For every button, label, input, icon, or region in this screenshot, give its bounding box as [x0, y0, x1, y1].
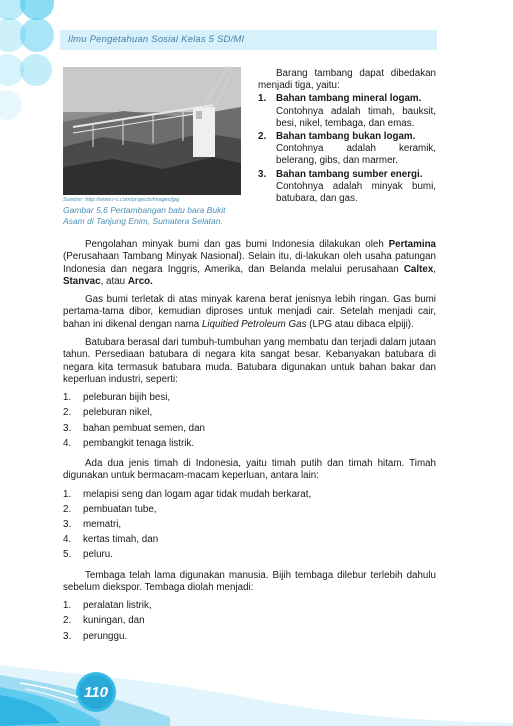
header-title: Ilmu Pengetahuan Sosial Kelas 5 SD/MI	[68, 34, 245, 45]
list-item: 3. perunggu.	[63, 630, 128, 642]
type-title: Bahan tambang sumber energi.	[276, 168, 423, 180]
paragraph-tin: Ada dua jenis timah di Indonesia, yaitu timah putih dan timah hitam. Timah digunakan untuk bermacam-macam keperluan, antara lain:	[63, 458, 436, 482]
lpg-term: Liquitied Petroleum Gas	[201, 318, 307, 330]
company-arco: Arco.	[127, 275, 153, 287]
page-header	[60, 30, 437, 50]
list-item: 3. mematri,	[63, 518, 122, 530]
list-item: 1. peleburan bijih besi,	[63, 392, 171, 404]
list-item: 1. peralatan listrik,	[63, 600, 152, 612]
paragraph-gas: Gas bumi terletak di atas minyak karena berat jenisnya lebih ringan. Gas bumi pertama-tama dibor, kemudian diproses untuk menjadi cair. Setelah menjadi cair, bahan ini dikenal dengan nama Liquitied Petroleum Gas (LPG atau dibaca elpiji).	[63, 294, 436, 330]
list-item: 2. kuningan, dan	[63, 615, 145, 627]
type-number: 3.	[258, 168, 267, 180]
list-item: 4. pembangkit tenaga listrik.	[63, 437, 195, 449]
mining-type-item	[258, 131, 436, 168]
list-item: 1. melapisi seng dan logam agar tidak mudah berkarat,	[63, 488, 312, 500]
type-text: Contohnya adalah keramik, belerang, gibs, dan marmer.	[276, 143, 436, 167]
paragraph-oil-gas: Pengolahan minyak bumi dan gas bumi Indonesia dilakukan oleh Pertamina (Perusahaan Tambang Minyak Nasional). Selain itu, di-lakukan oleh usaha patungan Indonesia dan negara Inggris, Amerika, dan Belanda melalui perusahaan Caltex, Stanvac, atau Arco.	[63, 239, 436, 287]
type-title: Bahan tambang mineral logam.	[276, 93, 422, 105]
coal-mine-photo	[63, 67, 241, 195]
list-item: 2. peleburan nikel,	[63, 407, 153, 419]
main-text	[63, 239, 436, 651]
list-item: 5. peluru.	[63, 549, 113, 561]
type-text: Contohnya adalah timah, bauksit, besi, nikel, tembaga, dan emas.	[276, 105, 436, 129]
figure-caption: Gambar 5.6 Pertambangan batu bara Bukit Asam di Tanjung Enim, Sumatera Selatan.	[63, 205, 226, 226]
type-number: 2.	[258, 131, 267, 143]
company-caltex: Caltex	[403, 263, 434, 275]
company-stanvac: Stanvac	[63, 275, 101, 287]
coal-uses-list	[63, 392, 436, 453]
company-pertamina: Pertamina	[388, 239, 436, 250]
figure-source: Sumber: http://www.r-c.com/projects/images/jpg	[63, 197, 180, 203]
type-title: Bahan tambang bukan logam.	[276, 131, 416, 143]
list-item: 4. kertas timah, dan	[63, 534, 159, 546]
copper-uses-list	[63, 600, 436, 646]
tin-uses-list	[63, 489, 436, 565]
type-text: Contohnya adalah minyak bumi, batubara, dan gas.	[276, 180, 436, 205]
mining-type-item	[258, 93, 436, 130]
mining-type-item	[258, 169, 436, 206]
intro-text: Barang tambang dapat dibedakan menjadi tiga, yaitu:	[258, 68, 436, 92]
list-item: 2. pembuatan tube,	[63, 503, 157, 515]
paragraph-copper: Tembaga telah lama digunakan manusia. Bijih tembaga dilebur terlebih dahulu sebelum diekspor. Tembaga diolah menjadi:	[63, 569, 436, 593]
type-number: 1.	[258, 93, 267, 105]
paragraph-coal: Batubara berasal dari tumbuh-tumbuhan yang membatu dan terjadi dalam jutaan tahun. Persediaan batubara di negara kita sangat besar. Kebanyakan batubara di negara kita termasuk batubara muda. Batubara digunakan untuk bahan bakar dan keperluan industri, seperti:	[63, 337, 436, 385]
footer-wave-decoration	[0, 645, 513, 726]
list-item: 3. bahan pembuat semen, dan	[63, 422, 206, 434]
mining-types-section	[258, 68, 436, 205]
page-number: 110	[84, 684, 108, 701]
